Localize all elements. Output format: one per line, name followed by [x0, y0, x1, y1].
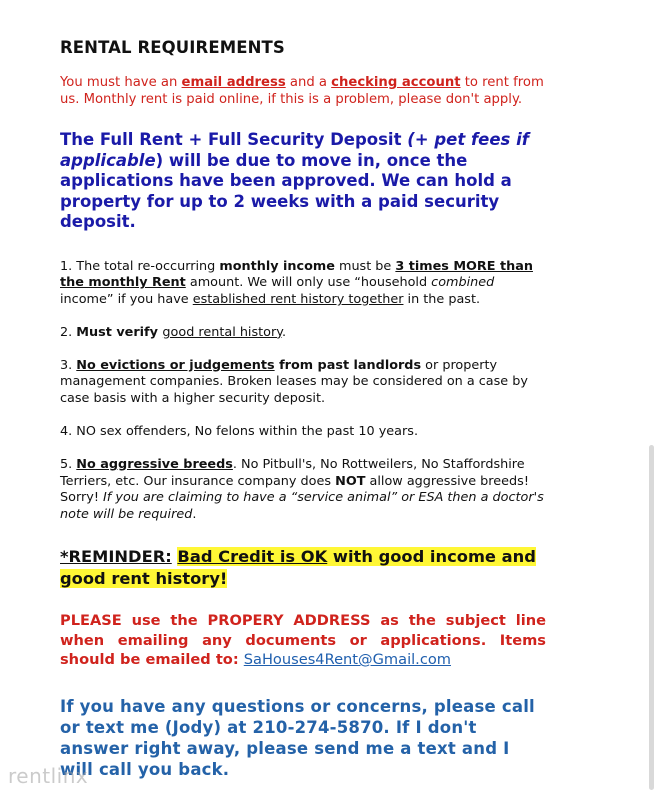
rule-text: 1. The total re-occurring: [60, 258, 220, 274]
service-animal-note: If you are claiming to have a “service animal” or ESA then a doctor's note will be required: [60, 490, 544, 523]
rule-rental-history: [60, 325, 546, 342]
combined-term: combined: [431, 275, 495, 291]
scrollbar-thumb[interactable]: [649, 445, 654, 790]
from-landlords-term: from past landlords: [274, 357, 422, 373]
rule-pets: [60, 457, 546, 524]
intro-text: You must have an: [60, 75, 182, 90]
deposit-paragraph: [60, 130, 546, 233]
email-link[interactable]: SaHouses4Rent@Gmail.com: [243, 651, 451, 669]
bad-credit-ok-highlight: Bad Credit is OK: [177, 547, 328, 567]
intro-paragraph: [60, 75, 546, 108]
email-notice-paragraph: [60, 611, 546, 670]
rule-text: 2.: [60, 324, 77, 340]
rule-income: [60, 259, 546, 309]
contact-paragraph: If you have any questions or concerns, please call or text me (Jody) at 210-274-5870. If I don't answer right away, please send me a text and I will call you back.: [60, 696, 535, 779]
notice-text: PLEASE use the PROPERY ADDRESS as the subject line when emailing any documents or applications. Items should be emailed to:: [60, 612, 546, 669]
reminder-label: *REMINDER:: [60, 547, 172, 567]
must-verify-term: Must verify: [76, 324, 163, 340]
no-evictions-term: No evictions or judgements: [76, 357, 275, 373]
monthly-income-term: monthly income: [219, 258, 335, 274]
not-term: NOT: [335, 473, 366, 489]
checking-account-requirement: checking account: [331, 75, 461, 90]
rule-text: in the past.: [403, 292, 481, 308]
good-rental-history-term: good rental history: [162, 324, 283, 340]
rule-text: 5.: [60, 456, 77, 472]
rental-requirements-document: [60, 38, 546, 780]
pet-fees-note: (+ pet fees if applicable: [60, 130, 529, 170]
no-aggressive-breeds-term: No aggressive breeds: [76, 456, 233, 472]
rule-text: 3.: [60, 357, 77, 373]
rentlinx-watermark: rentlinx: [8, 764, 89, 788]
rule-text: .: [282, 324, 287, 340]
deposit-text: The Full Rent + Full Security Deposit: [60, 130, 408, 149]
three-times-rent-term: 3 times MORE than the monthly Rent: [60, 258, 533, 291]
rule-text: 4. NO sex offenders, No felons within the past 10 years.: [60, 424, 419, 440]
rule-text: .: [192, 507, 197, 523]
rule-text: amount. We will only use “household: [185, 275, 432, 291]
rule-text: or property management companies. Broken leases may be considered on a case by case basis with a higher security deposit.: [60, 357, 528, 407]
rule-text: . No Pitbull's, No Rottweilers, No Staffordshire Terriers, etc. Our insurance company does: [60, 456, 525, 489]
page-title: RENTAL REQUIREMENTS: [60, 38, 285, 57]
reminder-highlight-text: with good income and good rent history!: [60, 547, 536, 588]
intro-text: to rent from us. Monthly rent is paid online, if this is a problem, please don't apply.: [60, 75, 544, 107]
email-address-requirement: email address: [181, 75, 286, 90]
rule-text: must be: [334, 258, 396, 274]
rule-text: income” if you have: [60, 292, 193, 308]
deposit-text: ) will be due to move in, once the applications have been approved. We can hold a property for up to 2 weeks with a paid security deposit.: [60, 150, 512, 231]
rule-evictions: [60, 358, 546, 408]
reminder-paragraph: [60, 546, 546, 589]
rule-text: allow aggressive breeds! Sorry!: [60, 473, 529, 506]
intro-text: and a: [285, 75, 332, 90]
established-history-term: established rent history together: [192, 292, 404, 308]
rule-offenders: [60, 424, 546, 441]
